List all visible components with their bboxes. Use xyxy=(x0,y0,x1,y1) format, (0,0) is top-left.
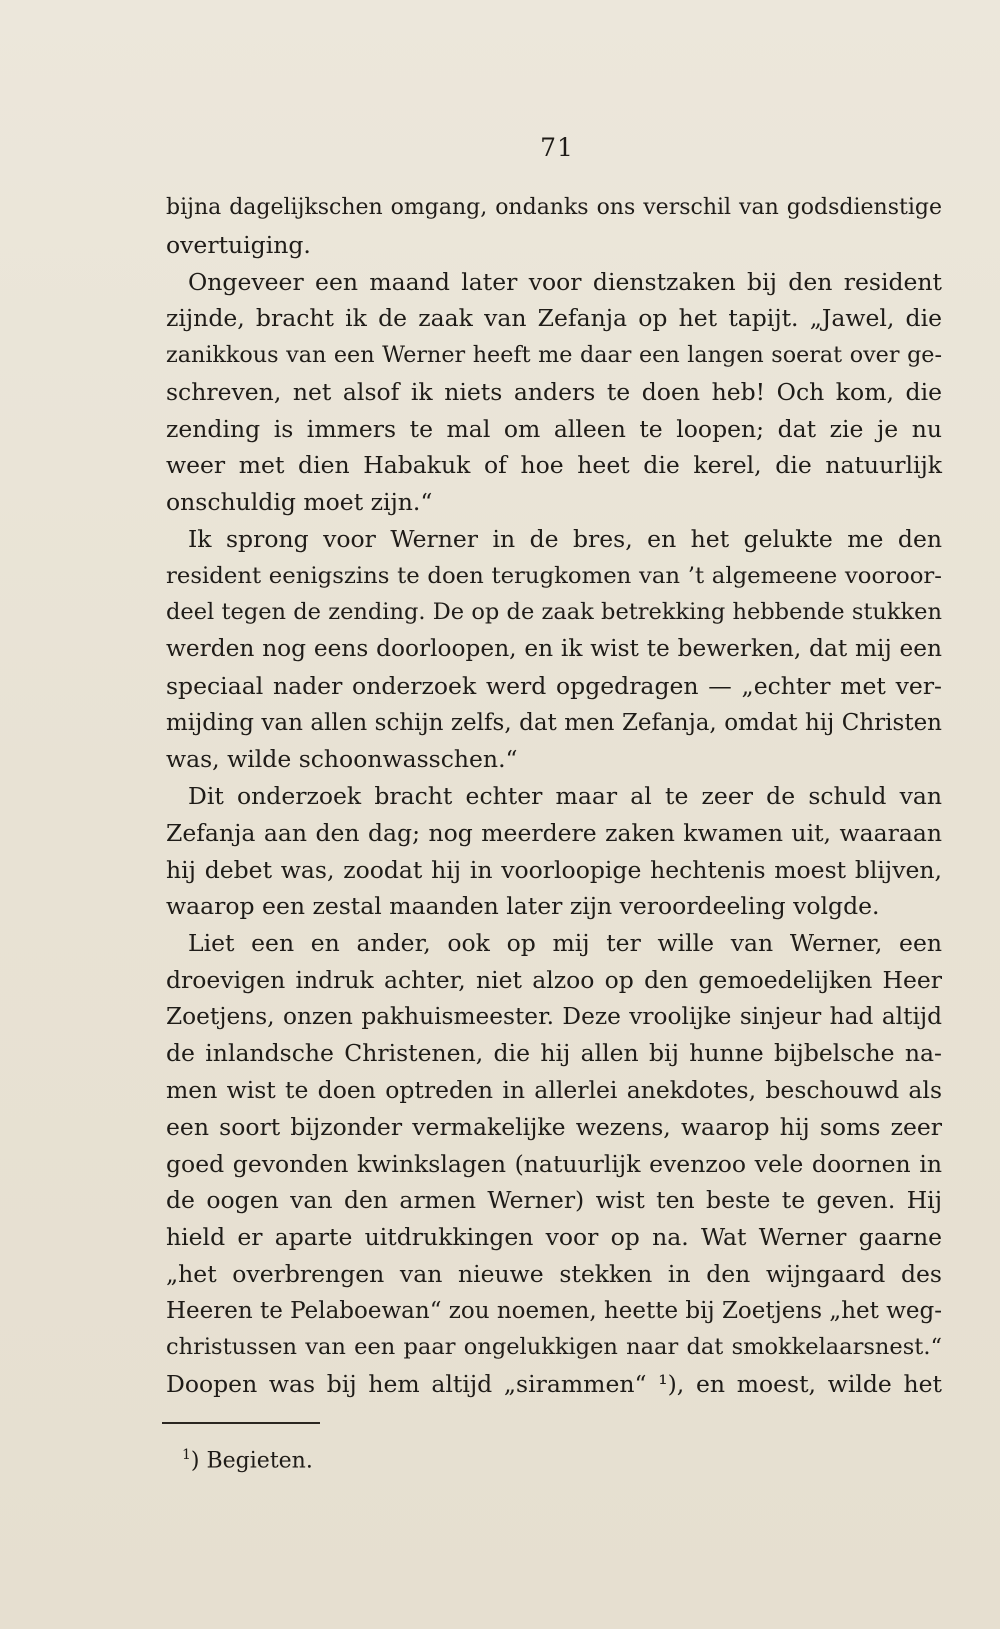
text-line: men wist te doen optreden in allerlei anekdotes, beschouwd als xyxy=(166,1076,942,1104)
text-line: hield er aparte uitdrukkingen voor op na. Wat Werner gaarne xyxy=(166,1223,942,1251)
text-line: goed gevonden kwinkslagen (natuurlijk evenzoo vele doornen in xyxy=(166,1149,942,1178)
text-line: hij debet was, zoodat hij in voorloopige hechtenis moest blijven, xyxy=(166,855,942,884)
text-line: resident eenigszins te doen terugkomen van ’t algemeene vooroor- xyxy=(166,562,942,589)
text-line: zending is immers te mal om alleen te loopen; dat zie je nu xyxy=(166,414,942,443)
text-line: Zefanja aan den dag; nog meerdere zaken kwamen uit, waaraan xyxy=(166,818,942,847)
text-line: Ik sprong voor Werner in de bres, en het gelukte me den xyxy=(188,524,942,553)
text-line: weer met dien Habakuk of hoe heet die kerel, die natuurlijk xyxy=(166,451,942,480)
footnote-text: ) Begieten. xyxy=(190,1448,313,1474)
footnote-rule xyxy=(162,1422,320,1424)
text-line: speciaal nader onderzoek werd opgedragen — „echter met ver- xyxy=(166,671,942,700)
page-number: 71 xyxy=(540,133,574,162)
text-line: Doopen was bij hem altijd „sirammen“ ¹), en moest, wilde het xyxy=(166,1370,942,1398)
text-line: overtuiging. xyxy=(166,230,311,259)
text-line: onschuldig moet zijn.“ xyxy=(166,488,433,516)
text-line: Heeren te Pelaboewan“ zou noemen, heette bij Zoetjens „het weg- xyxy=(166,1297,942,1324)
body-text xyxy=(166,190,942,1403)
text-line: Dit onderzoek bracht echter maar al te zeer de schuld van xyxy=(188,782,942,810)
text-line: Ongeveer een maand later voor dienstzaken bij den resident xyxy=(188,267,942,296)
text-line: was, wilde schoonwasschen.“ xyxy=(166,745,518,774)
footnote-marker: 1 xyxy=(182,1447,191,1463)
footnote xyxy=(182,1447,313,1473)
text-line: Liet een en ander, ook op mij ter wille van Werner, een xyxy=(188,929,942,957)
text-line: de oogen van den armen Werner) wist ten beste te geven. Hij xyxy=(166,1186,942,1215)
text-line: „het overbrengen van nieuwe stekken in den wijngaard des xyxy=(166,1259,942,1288)
text-line: bijna dagelijkschen omgang, ondanks ons verschil van godsdienstige xyxy=(166,195,942,220)
text-line: werden nog eens doorloopen, en ik wist te bewerken, dat mij een xyxy=(166,635,942,662)
text-line: droevigen indruk achter, niet alzoo op den gemoedelijken Heer xyxy=(166,965,942,994)
text-line: waarop een zestal maanden later zijn veroordeeling volgde. xyxy=(166,892,880,921)
text-line: zanikkous van een Werner heeft me daar een langen soerat over ge- xyxy=(166,342,942,368)
text-line: de inlandsche Christenen, die hij allen bij hunne bijbelsche na- xyxy=(166,1039,942,1068)
text-line: mijding van allen schijn zelfs, dat men Zefanja, omdat hij Christen xyxy=(166,709,942,736)
text-line: zijnde, bracht ik de zaak van Zefanja op het tapijt. „Jawel, die xyxy=(166,304,942,333)
text-line: een soort bijzonder vermakelijke wezens, waarop hij soms zeer xyxy=(166,1112,942,1141)
text-line: christussen van een paar ongelukkigen naar dat smokkelaarsnest.“ xyxy=(166,1334,942,1361)
text-line: deel tegen de zending. De op de zaak betrekking hebbende stukken xyxy=(166,599,942,626)
text-line: Zoetjens, onzen pakhuismeester. Deze vroolijke sinjeur had altijd xyxy=(166,1002,942,1030)
text-line: schreven, net alsof ik niets anders te doen heb! Och kom, die xyxy=(166,377,942,406)
